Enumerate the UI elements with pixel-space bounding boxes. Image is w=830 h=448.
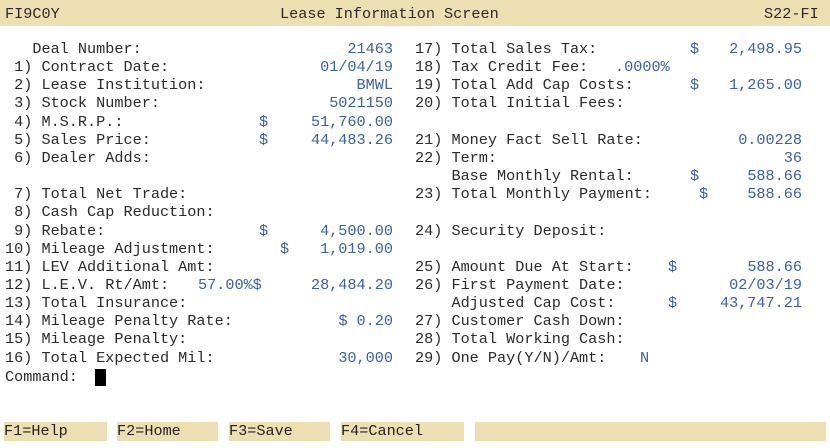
right-field-currency: $ (690, 76, 700, 95)
right-field-currency: $ (668, 257, 678, 276)
f1-help-button[interactable]: F1=Help (4, 422, 107, 441)
right-field-value[interactable]: N (640, 348, 650, 367)
f2-home-button[interactable]: F2=Home (117, 422, 218, 441)
left-field-label: 14) Mileage Penalty Rate: (5, 312, 233, 331)
left-field-value[interactable]: 4,500.00 (320, 221, 393, 240)
left-field-value[interactable]: 44,483.26 (310, 130, 393, 149)
right-field-value[interactable]: 588.66 (747, 185, 802, 204)
left-field-label: 1) Contract Date: (5, 58, 170, 77)
left-field-label: 16) Total Expected Mil: (5, 348, 215, 367)
left-field-label: 3) Stock Number: (5, 94, 160, 113)
right-field-label: 17) Total Sales Tax: (415, 40, 598, 58)
left-field-label: 10) Mileage Adjustment: (5, 239, 215, 258)
left-field-currency: $ (259, 221, 269, 240)
screen-id: FI9C0Y (5, 5, 60, 23)
left-field-value[interactable]: 28,484.20 (310, 275, 393, 294)
left-field-label: 6) Dealer Adds: (5, 148, 151, 167)
left-field-label: 5) Sales Price: (5, 130, 151, 149)
left-field-label: 13) Total Insurance: (5, 294, 188, 313)
screen-title: Lease Information Screen (280, 5, 499, 23)
right-field-value[interactable]: 588.66 (747, 257, 802, 276)
left-field-currency: $ (280, 239, 290, 258)
right-field-value[interactable]: 0.00228 (738, 130, 802, 149)
right-field-label: Base Monthly Rental: (415, 167, 634, 186)
right-field-label: 19) Total Add Cap Costs: (415, 76, 634, 95)
right-field-label: 28) Total Working Cash: (415, 330, 625, 349)
right-field-label: 21) Money Fact Sell Rate: (415, 130, 643, 149)
right-field-currency: $ (668, 294, 678, 313)
left-field-label: 11) LEV Additional Amt: (5, 257, 215, 276)
left-field-currency: $ (259, 112, 269, 131)
left-field-label: Deal Number: (5, 40, 142, 58)
left-field-value[interactable]: 30,000 (338, 348, 393, 367)
right-field-label: 25) Amount Due At Start: (415, 257, 634, 276)
left-field-label: 8) Cash Cap Reduction: (5, 203, 215, 222)
left-field-label: 15) Mileage Penalty: (5, 330, 188, 349)
right-field-label: 24) Security Deposit: (415, 221, 607, 240)
right-field-label: 18) Tax Credit Fee: (415, 58, 589, 77)
right-field-label: 27) Customer Cash Down: (415, 312, 625, 331)
f4-cancel-button[interactable]: F4=Cancel (341, 422, 464, 441)
right-field-label: Adjusted Cap Cost: (415, 294, 616, 313)
left-field-value[interactable]: 21463 (347, 40, 393, 58)
left-field-value[interactable]: BMWL (356, 76, 393, 95)
right-field-value[interactable]: 2,498.95 (729, 40, 802, 58)
function-key-bar (475, 422, 826, 441)
left-field-value[interactable]: $ 0.20 (338, 312, 393, 331)
session-id: S22-FI (764, 5, 819, 23)
left-field-label: 4) M.S.R.P.: (5, 112, 124, 131)
right-field-label: 29) One Pay(Y/N)/Amt: (415, 348, 607, 367)
right-field-label: 26) First Payment Date: (415, 275, 625, 294)
right-field-value[interactable]: 36 (783, 148, 802, 167)
right-field-value[interactable]: 43,747.21 (719, 294, 802, 313)
command-input[interactable] (95, 369, 106, 386)
f3-save-button[interactable]: F3=Save (229, 422, 330, 441)
left-field-value[interactable]: 5021150 (329, 94, 393, 113)
right-field-currency: $ (699, 185, 709, 204)
right-field-label: 20) Total Initial Fees: (415, 94, 625, 113)
right-field-value[interactable]: .0000% (615, 58, 670, 77)
right-field-currency: $ (690, 167, 700, 186)
left-field-value[interactable]: 1,019.00 (320, 239, 393, 258)
left-field-label: 2) Lease Institution: (5, 76, 206, 95)
left-field-currency: $ (259, 130, 269, 149)
left-field-value[interactable]: 51,760.00 (310, 112, 393, 131)
left-field-label: 9) Rebate: (5, 221, 106, 240)
right-field-currency: $ (690, 40, 700, 58)
right-field-label: 22) Term: (415, 148, 498, 167)
command-label: Command: (5, 368, 78, 386)
right-field-value[interactable]: 588.66 (747, 167, 802, 186)
left-field-label: 7) Total Net Trade: (5, 185, 188, 204)
left-field-currency: 57.00%$ (198, 275, 262, 294)
left-field-label: 12) L.E.V. Rt/Amt: (5, 275, 170, 294)
right-field-value[interactable]: 1,265.00 (729, 76, 802, 95)
right-field-label: 23) Total Monthly Payment: (415, 185, 652, 204)
left-field-value[interactable]: 01/04/19 (320, 58, 393, 77)
right-field-value[interactable]: 02/03/19 (729, 275, 802, 294)
